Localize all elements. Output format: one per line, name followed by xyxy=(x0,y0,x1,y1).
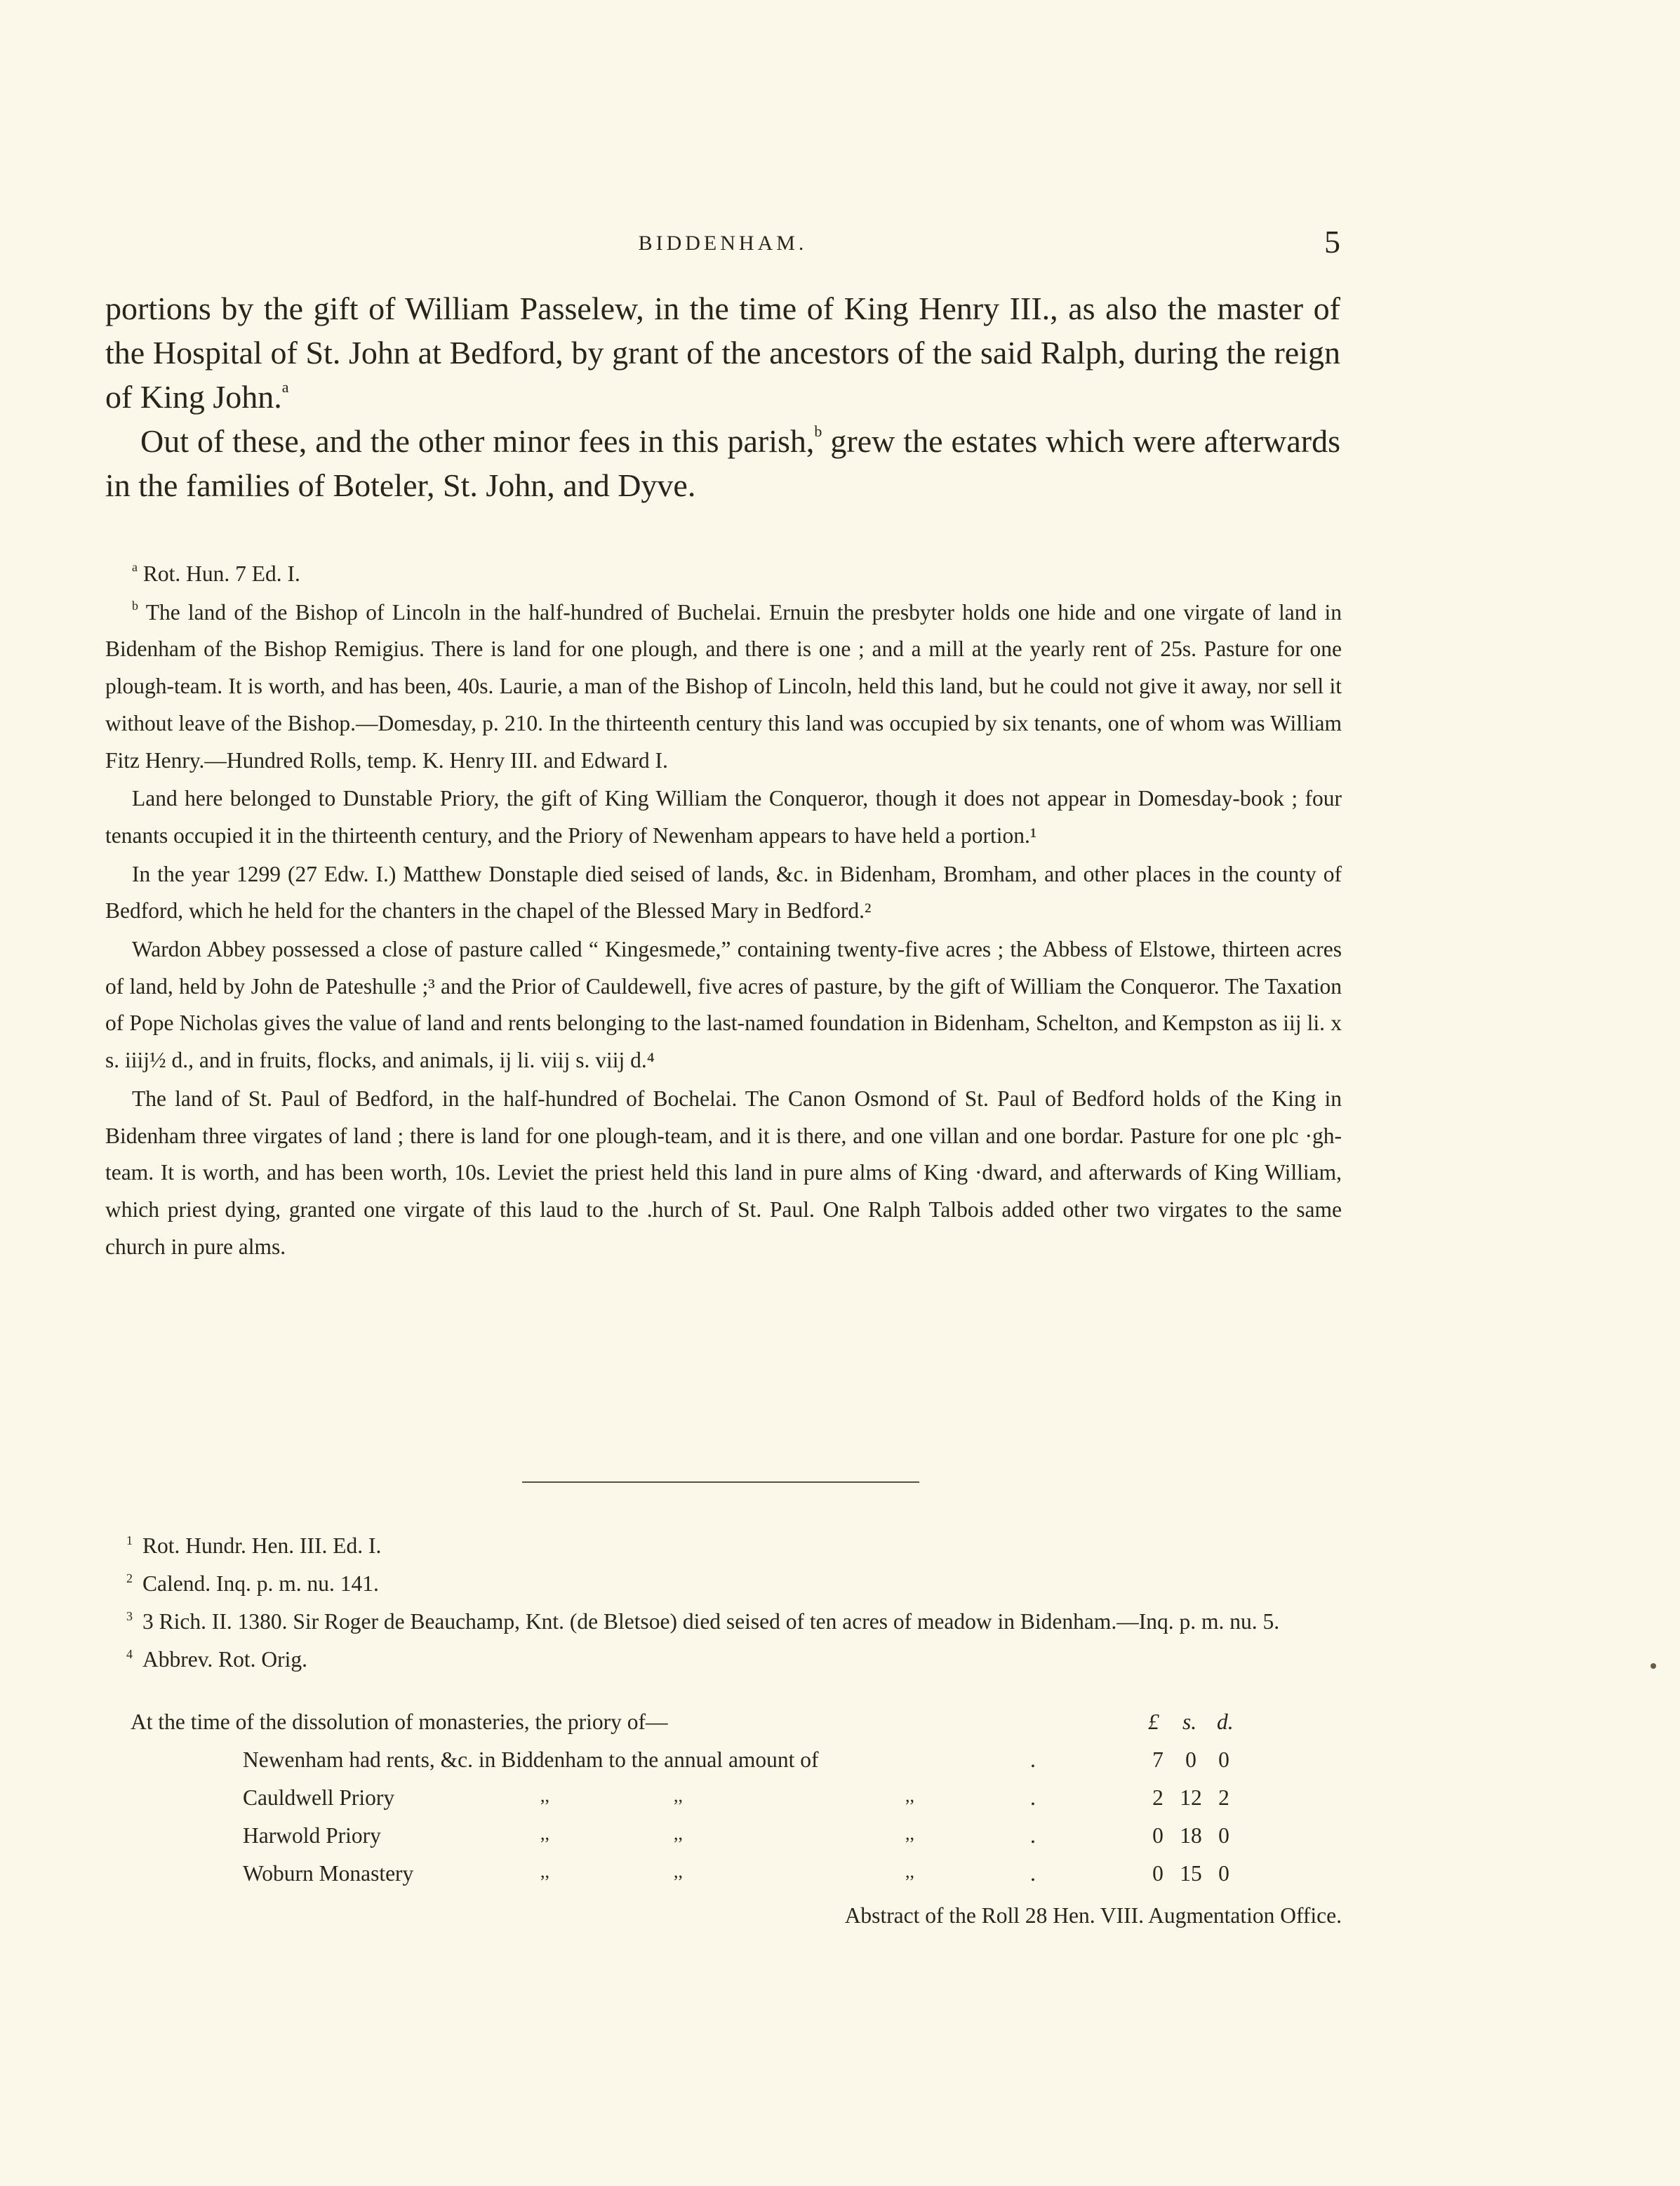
rents-row: Woburn Monastery ,, ,, ,, . 0 15 0 xyxy=(243,1861,1229,1886)
shillings-header: s. xyxy=(1182,1710,1197,1734)
footnote-b: $^b$ The land of the Bishop of Lincoln in the half-hundred of Buchelai. Ernuin the presbyter holds one hide and one virgate of land in Bidenham of the Bishop Remigius. There is land for one plough, and there is one ; and a mill at the yearly rent of 25s. Pasture for one plough-team. It is worth, and has been, 40s. Laurie, a man of the Bishop of Lincoln, held this land, but he could not give it away, nor sell it without leave of the Bishop.—Domesday, p. 210. In the thirteenth century this land was occupied by six tenants, one of whom was William Fitz Henry.—Hundred Rolls, temp. K. Henry III. and Edward I. xyxy=(105,598,1342,773)
source-citation: Abstract of the Roll 28 Hen. VIII. Augmentation Office. xyxy=(844,1903,1342,1928)
page-number: 5 xyxy=(1324,224,1340,260)
footnote-a: $^a$ Rot. Hun. 7 Ed. I. xyxy=(132,560,300,586)
row-label: Cauldwell Priory xyxy=(243,1785,395,1810)
numbered-footnotes xyxy=(105,1527,1342,1679)
footnote-paragraph: In the year 1299 (27 Edw. I.) Matthew Donstaple died seised of lands, &c. in Bidenham, Bromham, and other places in the county of Bedford, which he held for the chanters in the chapel of the Blessed Mary in Bedford.² xyxy=(105,861,1342,924)
footnote-paragraph: The land of St. Paul of Bedford, in the half-hundred of Bochelai. The Canon Osmond of St. Paul of Bedford holds of the King in Bidenham three virgates of land ; there is land for one plough-team, and it is there, and one villan and one bordar. Pasture for one plc ·gh-team. It is worth, and has been worth, 10s. Leviet the priest held this land in pure alms of King ·dward, and afterwards of King William, which priest dying, granted one virgate of this laud to the .hurch of St. Paul. One Ralph Talbois added other two virgates to the same church in pure alms. xyxy=(105,1086,1342,1259)
running-head xyxy=(105,223,1340,265)
footnote-ref-a: a xyxy=(281,378,289,396)
main-paragraph-1: portions by the gift of William Passelew, in the time of King Henry III., as also the master of the Hospital of St. John at Bedford, by grant of the ancestors of the said Ralph, during the reign of King John.$^a$ xyxy=(105,291,1340,415)
rents-intro: At the time of the dissolution of monasteries, the priory of— xyxy=(131,1710,668,1734)
footnote-4: $^4$ Abbrev. Rot. Orig. xyxy=(126,1647,308,1672)
footnote-1: $^1$ Rot. Hundr. Hen. III. Ed. I. xyxy=(126,1533,382,1558)
footnote-paragraph: Land here belonged to Dunstable Priory, the gift of King William the Conqueror, though it does not appear in Domesday-book ; four tenants occupied it in the thirteenth century, and the Priory of Newenham appears to have held a portion.¹ xyxy=(105,786,1342,848)
running-title: BIDDENHAM. xyxy=(638,232,808,255)
row-label: Newenham had rents, &c. in Biddenham to the annual amount of xyxy=(243,1747,819,1772)
row-label: Harwold Priory xyxy=(243,1823,381,1848)
rents-row: Harwold Priory ,, ,, ,, . 0 18 0 xyxy=(243,1823,1229,1848)
footnote-divider xyxy=(522,1481,919,1483)
footnote-3: $^3$ 3 Rich. II. 1380. Sir Roger de Beauchamp, Knt. (de Bletsoe) died seised of ten acres of meadow in Bidenham.—Inq. p. m. nu. 5. xyxy=(126,1609,1280,1634)
footnote-paragraph: Wardon Abbey possessed a close of pasture called “ Kingesmede,” containing twenty-five acres ; the Abbess of Elstowe, thirteen acres of land, held by John de Pateshulle ;³ and the Prior of Cauldewell, five acres of pasture, by the gift of William the Conqueror. The Taxation of Pope Nicholas gives the value of land and rents belonging to the last-named foundation in Bidenham, Schelton, and Kempston as iij li. x s. iiij½ d., and in fruits, flocks, and animals, ij li. viij s. viij d.⁴ xyxy=(105,937,1342,1073)
footnote-2: $^2$ Calend. Inq. p. m. nu. 141. xyxy=(126,1571,379,1596)
rents-table xyxy=(105,1710,1342,1941)
ink-speck xyxy=(1651,1663,1656,1669)
main-text xyxy=(105,286,1340,507)
main-paragraph-2: Out of these, and the other minor fees in this parish,$^b$ grew the estates which were afterwards in the families of Boteler, St. John, and Dyve. xyxy=(105,422,1340,503)
row-label: Woburn Monastery xyxy=(243,1861,414,1886)
rents-row: Cauldwell Priory ,, ,, ,, . 2 12 2 xyxy=(243,1785,1229,1810)
pounds-header: £ xyxy=(1148,1710,1159,1734)
rents-row: Newenham had rents, &c. in Biddenham to the annual amount of . 7 0 0 xyxy=(243,1747,1229,1772)
lettered-footnotes xyxy=(105,556,1342,1267)
pence-header: d. xyxy=(1217,1710,1234,1734)
footnote-ref-b: b xyxy=(814,422,822,440)
